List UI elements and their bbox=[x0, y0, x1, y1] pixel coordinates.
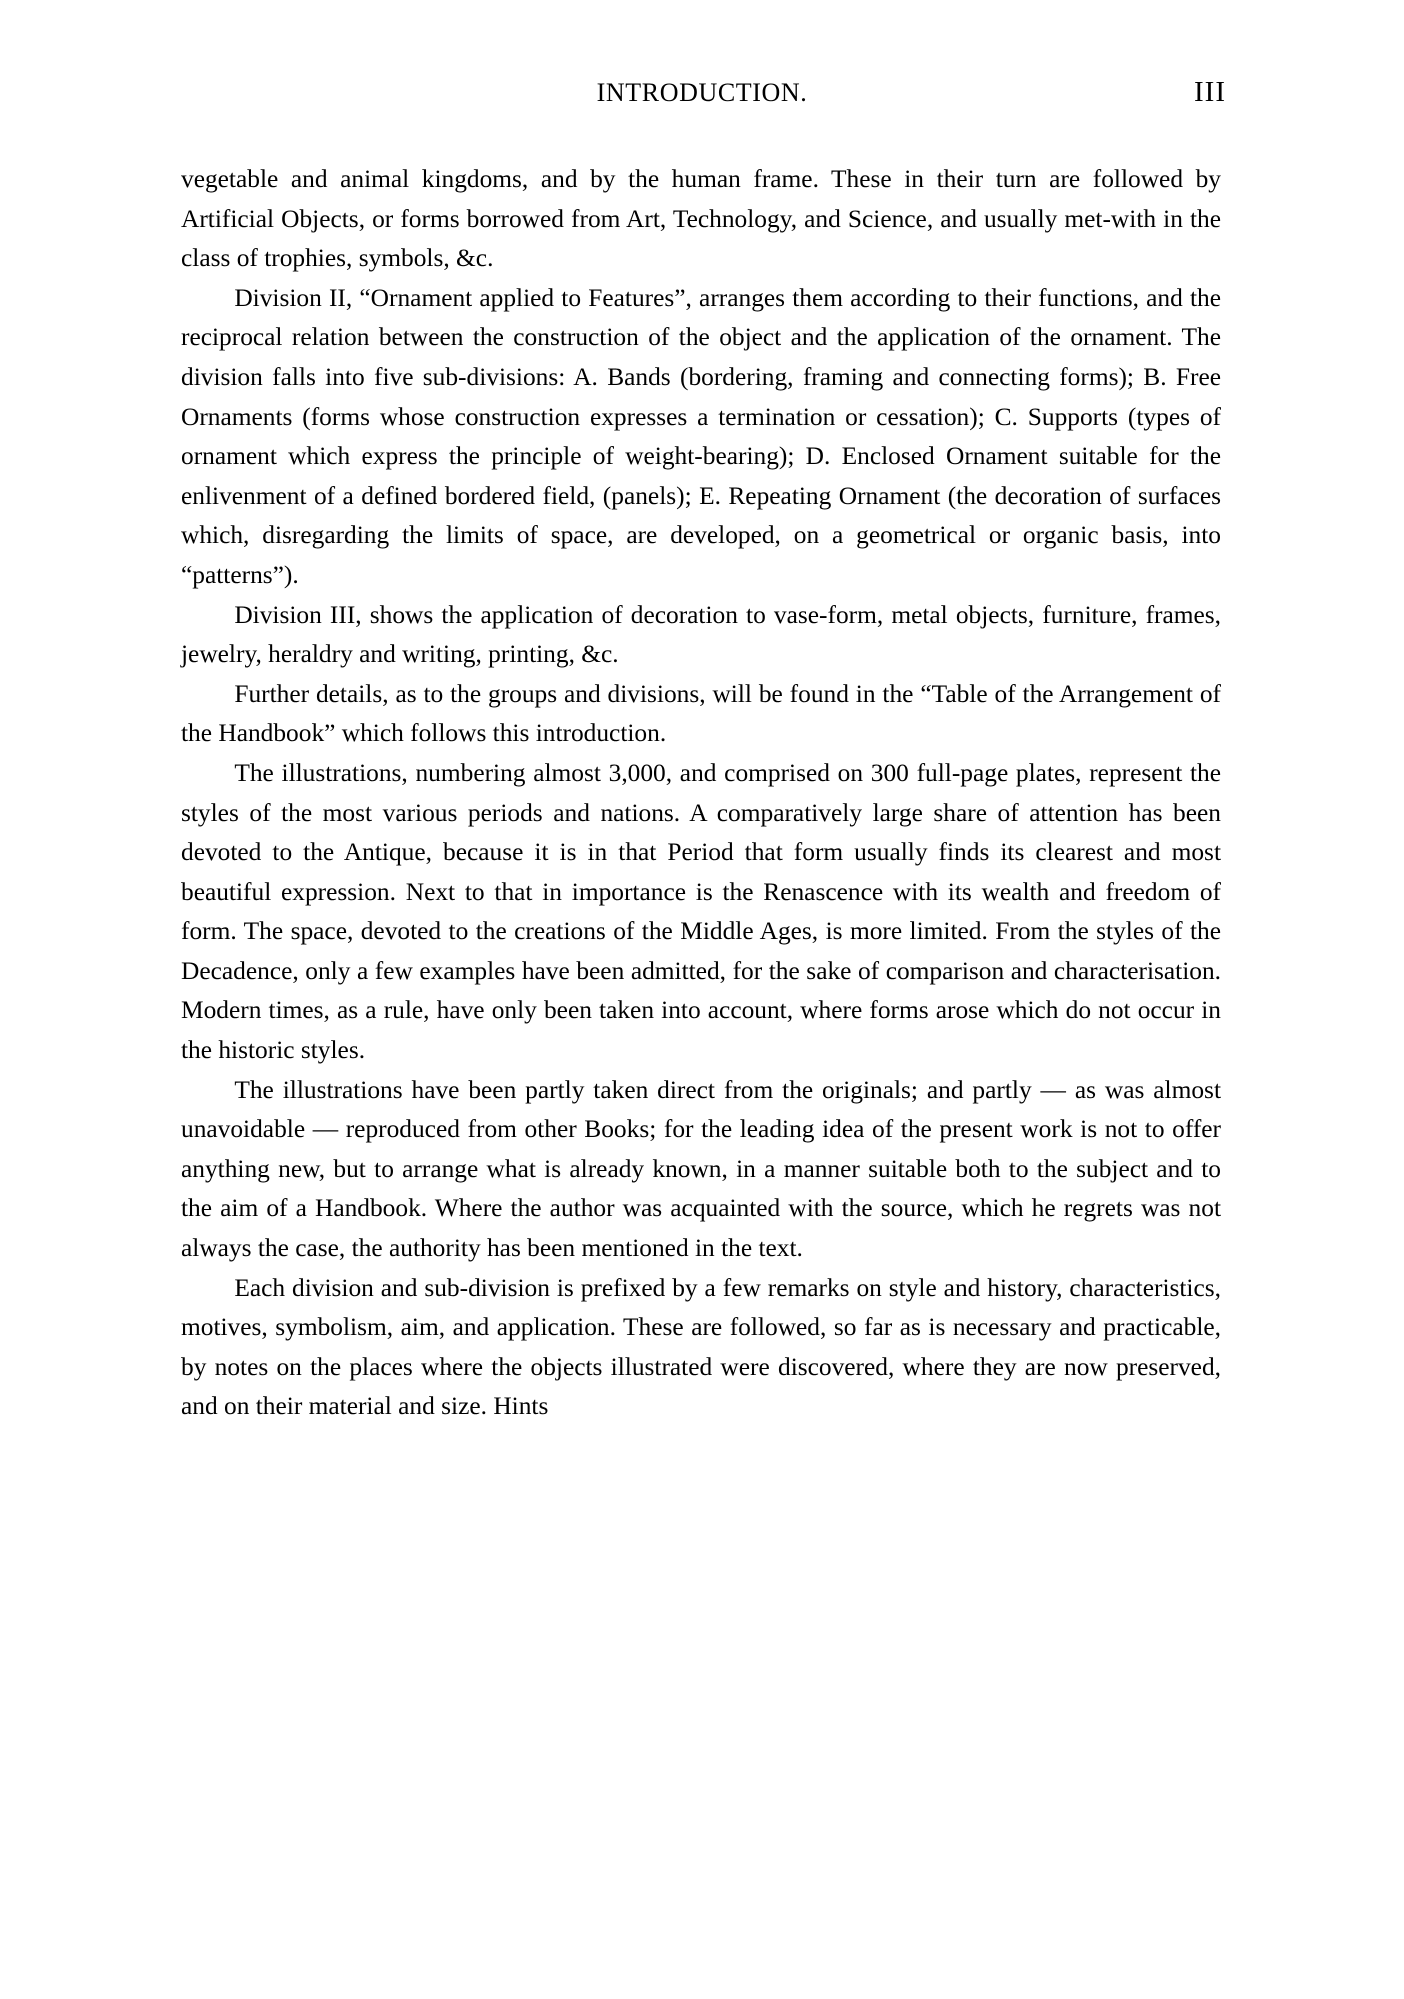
page-header bbox=[178, 78, 1226, 112]
page-number: III bbox=[1194, 76, 1226, 108]
paragraph: The illustrations have been partly taken direct from the originals; and partly — as was almost unavoidable — reproduced from other Books; for the leading idea of the present work is not to offer anything new, but to arrange what is already known, in a manner suitable both to the subject and to the aim of a Handbook. Where the author was acquainted with the source, which he regrets was not always the case, the authority has been mentioned in the text. bbox=[181, 1075, 1221, 1263]
page-title: INTRODUCTION. bbox=[596, 78, 808, 107]
paragraph: Further details, as to the groups and divisions, will be found in the “Table of the Arrangement of the Handbook” which follows this introduction. bbox=[181, 679, 1221, 748]
paragraph: The illustrations, numbering almost 3,000, and comprised on 300 full-page plates, represent the styles of the most various periods and nations. A comparatively large share of attention has been devoted to the Antique, because it is in that Period that form usually finds its clearest and most beautiful expression. Next to that in importance is the Renascence with its wealth and freedom of form. The space, devoted to the creations of the Middle Ages, is more limited. From the styles of the Decadence, only a few examples have been admitted, for the sake of comparison and characterisation. Modern times, as a rule, have only been taken into account, where forms arose which do not occur in the historic styles. bbox=[181, 758, 1221, 1065]
paragraph: Division III, shows the application of decoration to vase-form, metal objects, furniture, frames, jewelry, heraldry and writing, printing, &c. bbox=[181, 600, 1221, 669]
paragraph: Each division and sub-division is prefixed by a few remarks on style and history, characteristics, motives, symbolism, aim, and application. These are followed, so far as is necessary and practicable, by notes on the places where the objects illustrated were discovered, where they are now preserved, and on their material and size. Hints bbox=[181, 1273, 1221, 1421]
body-text bbox=[181, 160, 1221, 1427]
paragraph: vegetable and animal kingdoms, and by the human frame. These in their turn are followed by Artificial Objects, or forms borrowed from Art, Technology, and Science, and usually met-with in the class of trophies, symbols, &c. bbox=[181, 165, 1221, 273]
paragraph: Division II, “Ornament applied to Features”, arranges them according to their functions, and the reciprocal relation between the construction of the object and the application of the ornament. The division falls into five sub-divisions: A. Bands (bordering, framing and connecting forms); B. Free Ornaments (forms whose construction expresses a termination or cessation); C. Supports (types of ornament which express the principle of weight-bearing); D. Enclosed Ornament suitable for the enlivenment of a defined bordered field, (panels); E. Repeating Ornament (the decoration of surfaces which, disregarding the limits of space, are developed, on a geometrical or organic basis, into “patterns”). bbox=[181, 283, 1221, 589]
